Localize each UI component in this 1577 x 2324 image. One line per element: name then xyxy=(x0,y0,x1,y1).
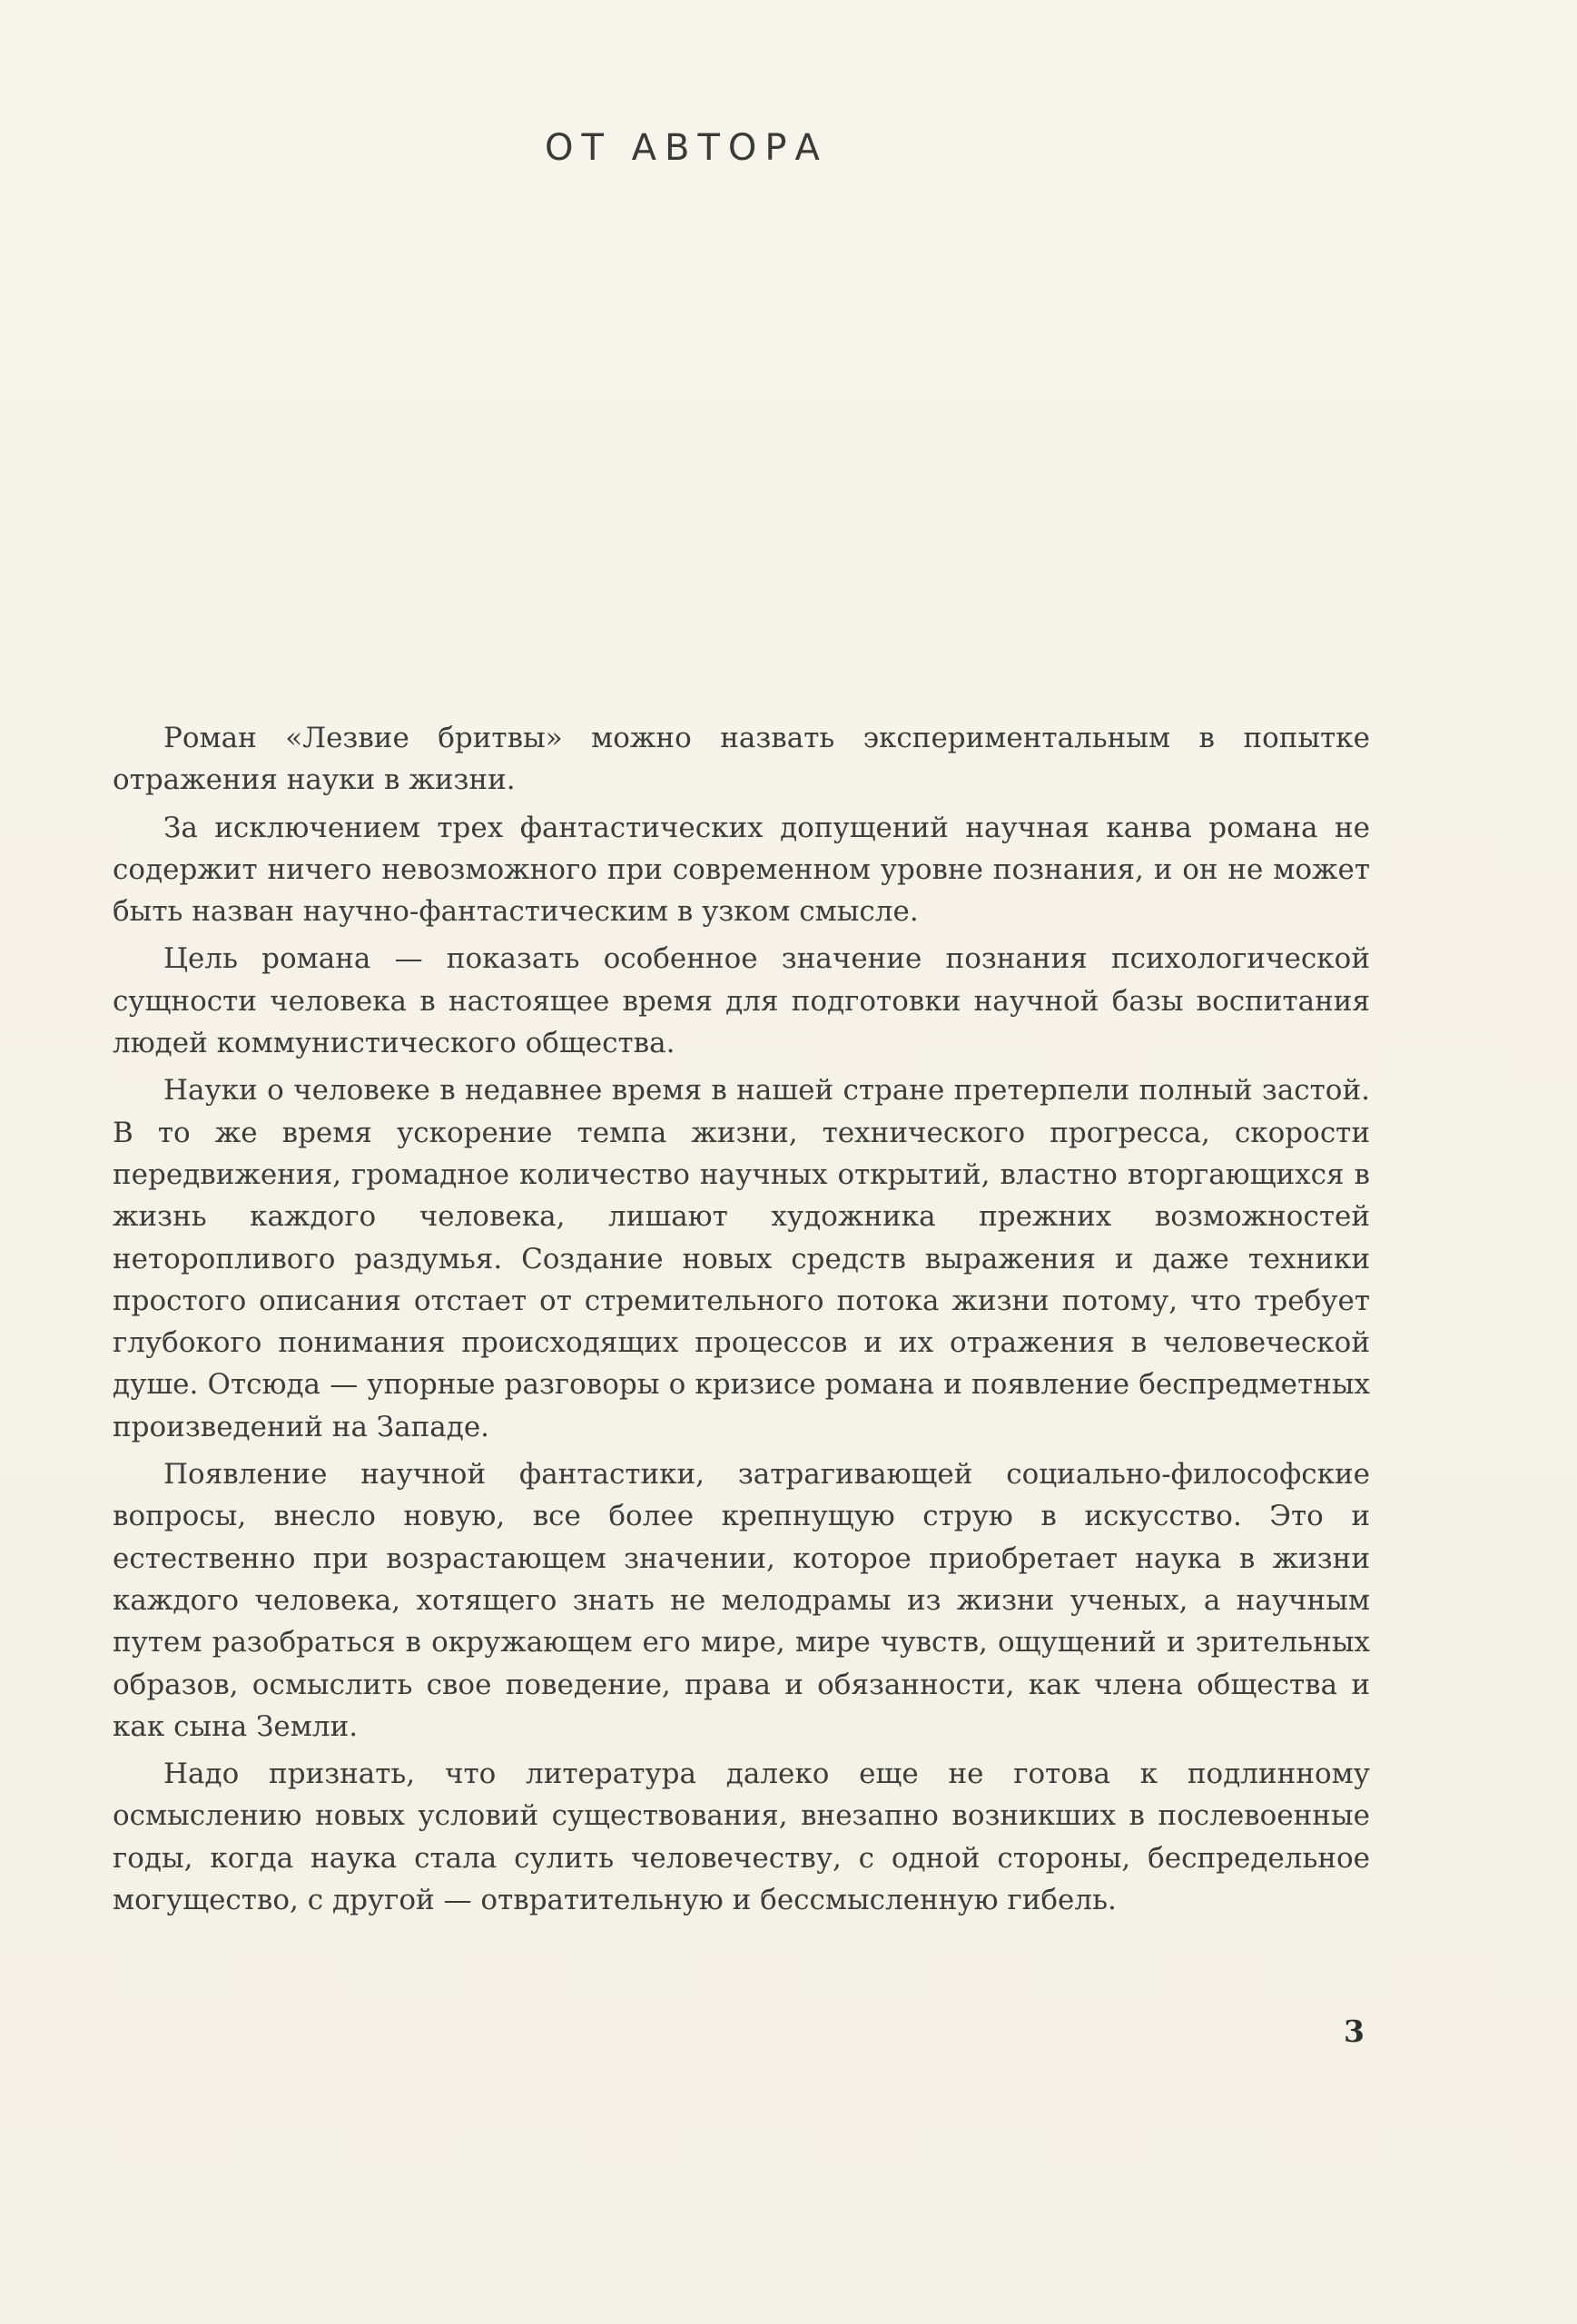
page-number: 3 xyxy=(1344,2014,1365,2049)
paragraph: Науки о человеке в недавнее время в нашей стране претерпели полный застой. В то же время ускорение темпа жизни, технического прогресса, скорости передвижения, громадное количество научных открытий, властно вторгающихся в жизнь каждого человека, лишают художника прежних возможностей неторопливого раздумья. Создание новых средств выражения и даже техники простого описания отстает от стремительного потока жизни потому, что требует глубокого понимания происходящих процессов и их отражения в человеческой душе. Отсюда — упорные разговоры о кризисе романа и появление беспредметных произведений на Западе. xyxy=(113,1074,1370,1443)
paragraph: Надо признать, что литература далеко еще не готова к подлинному осмыслению новых условий существования, внезапно возникших в послевоенные годы, когда наука стала сулить человечеству, с одной стороны, беспредельное могущество, с другой — отвратительную и бессмысленную гибель. xyxy=(113,1758,1370,1917)
chapter-title: ОТ АВТОРА xyxy=(545,127,828,169)
body-text xyxy=(113,717,1370,1926)
paragraph: Роман «Лезвие бритвы» можно назвать экспериментальным в попытке отражения науки в жизни. xyxy=(113,722,1370,797)
paragraph: Цель романа — показать особенное значение познания психологической сущности человека в настоящее время для подготовки научной базы воспитания людей коммунистического общества. xyxy=(113,942,1370,1060)
paragraph: За исключением трех фантастических допущений научная канва романа не содержит ничего невозможного при современном уровне познания, и он не может быть назван научно-фантастическим в узком смысле. xyxy=(113,811,1370,929)
paragraph: Появление научной фантастики, затрагивающей социально-философские вопросы, внесло новую, все более крепнущую струю в искусство. Это и естественно при возрастающем значении, которое приобретает наука в жизни каждого человека, хотящего знать не мелодрамы из жизни ученых, а научным путем разобраться в окружающем его мире, мире чувств, ощущений и зрительных образов, осмыслить свое поведение, права и обязанности, как члена общества и как сына Земли. xyxy=(113,1458,1370,1743)
